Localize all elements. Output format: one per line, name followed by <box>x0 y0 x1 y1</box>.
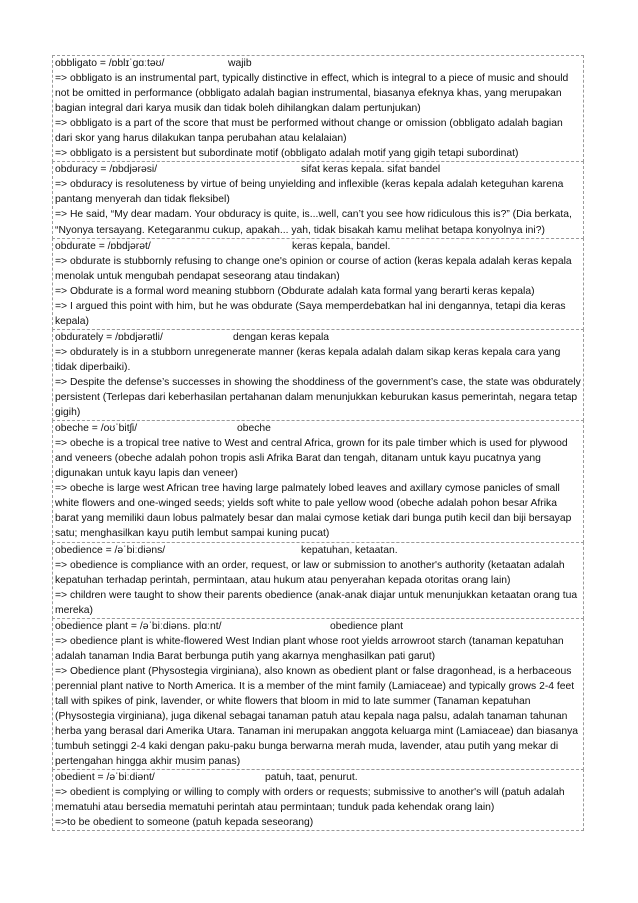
entry-term: obduracy = /ɒbdjərəsi/ <box>55 164 158 176</box>
entry-header <box>55 619 581 634</box>
entry-obedience-plant <box>52 618 584 770</box>
entry-line: => obedience is compliance with an order, request, or law or submission to another's authority (ketaatan adalah kepatuhan terhadap perintah, permintaan, atau hukum atau penyerahan kepada otoritas orang lain) <box>55 559 565 586</box>
entry-header <box>55 330 581 345</box>
entry-line: => obbligato is a persistent but subordinate motif (obbligato adalah motif yang gigih tetapi subordinat) <box>55 148 519 160</box>
entry-obedience <box>52 542 584 619</box>
entry-line: => obduracy is resoluteness by virtue of being unyielding and inflexible (keras kepala adalah keteguhan karena pantang menyerah dan tidak fleksibel) <box>55 179 564 206</box>
entry-line: => obdurately is in a stubborn unregenerate manner (keras kepala adalah dalam sikap keras kepala cara yang tidak diperbaiki). <box>55 346 561 373</box>
entry-line: => obbligato is a part of the score that must be performed without change or omission (obbligato adalah bagian dari skor yang harus dilakukan tanpa perubahan atau kelalaian) <box>55 118 563 145</box>
entry-header <box>55 239 581 254</box>
entry-term: obdurately = /ɒbdjərətli/ <box>55 331 163 343</box>
entry-line: => Obdurate is a formal word meaning stubborn (Obdurate adalah kata formal yang berarti keras kepala) <box>55 285 535 297</box>
entry-term: obedient = /əˈbiːdiənt/ <box>55 772 155 784</box>
entry-term: obdurate = /ɒbdjərət/ <box>55 240 151 252</box>
entry-term: obedience = /əˈbiːdiəns/ <box>55 544 166 556</box>
entry-line: => children were taught to show their parents obedience (anak-anak diajar untuk menunjukkan ketaatan orang tua mereka) <box>55 589 578 616</box>
entry-translation: sifat keras kepala. sifat bandel <box>301 164 441 176</box>
entry-line: => obbligato is an instrumental part, typically distinctive in effect, which is integral to a piece of music and should not be omitted in performance (obbligato adalah bagian instrumental, biasanya efeknya khas, yang merupakan bagian integral dari karya musik dan tidak boleh dihilangkan dalam pertunjukan) <box>55 73 569 115</box>
document-page <box>52 56 584 831</box>
entry-obduracy <box>52 161 584 238</box>
entry-header <box>55 770 581 785</box>
entry-translation: obedience plant <box>330 620 404 632</box>
entry-term: obeche = /oʊˈbitʃi/ <box>55 423 138 435</box>
entry-translation: keras kepala, bandel. <box>292 240 391 252</box>
entry-obedient <box>52 769 584 831</box>
entry-line: => He said, “My dear madam. Your obduracy is quite, is...well, can’t you see how ridiculous this is?” (Dia berkata, “Nyonya tersayang. Ketegaranmu cukup, apakah... yah, tidak bisakah kamu melihat betapa konyolnya ini?) <box>55 209 572 236</box>
entry-header <box>55 56 581 71</box>
entry-term: obbligato = /ɒblɪˈɡɑːtəʊ/ <box>55 58 165 69</box>
entry-line: => Obedience plant (Physostegia virginiana), also known as obedient plant or false dragonhead, is a herbaceous perennial plant native to North America. It is a member of the mint family (Lamiaceae) and typically grows 2-4 feet tall with spikes of pink, lavender, or white flowers that bloom in mid to late summer (Tanaman kepatuhan (Physostegia virginiana), juga dikenal sebagai tanaman patuh atau kepala naga palsu, adalah tanaman tahunan herba yang berasal dari Amerika Utara. Tanaman ini merupakan anggota keluarga mint (Lamiaceae) dan biasanya tumbuh setinggi 2-4 kaki dengan paku-paku bunga berwarna merah muda, lavender, atau putih yang mekar di pertengahan hingga akhir musim panas) <box>55 665 579 768</box>
entry-line: => obdurate is stubbornly refusing to change one's opinion or course of action (keras kepala adalah keras kepala menolak untuk mengubah pendapat seseorang atau tindakan) <box>55 255 572 282</box>
entry-translation: kepatuhan, ketaatan. <box>301 544 398 556</box>
entry-translation: obeche <box>237 423 271 435</box>
entry-obdurate <box>52 238 584 330</box>
entry-header <box>55 543 581 558</box>
entry-translation: wajib <box>228 58 252 69</box>
entry-header <box>55 421 581 436</box>
entry-line: =>to be obedient to someone (patuh kepada seseorang) <box>55 817 314 829</box>
entry-line: => Despite the defense’s successes in showing the shoddiness of the government’s case, the state was obdurately persistent (Terlepas dari keberhasilan pertahanan dalam menunjukkan keburukan kasus pemerintah, negara tetap gigih) <box>55 376 581 419</box>
entry-translation: dengan keras kepala <box>233 331 330 343</box>
entry-translation: patuh, taat, penurut. <box>265 772 358 784</box>
entry-term: obedience plant = /əˈbiːdiəns. plɑːnt/ <box>55 620 222 632</box>
entry-header <box>55 162 581 177</box>
entry-line: => I argued this point with him, but he was obdurate (Saya memperdebatkan hal ini dengannya, tetapi dia keras kepala) <box>55 300 566 327</box>
entry-line: => obeche is a tropical tree native to West and central Africa, grown for its pale timber which is used for plywood and veneers (obeche adalah pohon tropis asli Afrika Barat dan tengah, ditanam untuk kayu pucatnya yang digunakan untuk kayu lapis dan veneer) <box>55 438 568 480</box>
entry-obdurately <box>52 329 584 421</box>
entry-obbligato <box>52 55 584 162</box>
entry-line: => obeche is large west African tree having large palmately lobed leaves and axillary cymose panicles of small white flowers and one-winged seeds; yields soft white to pale yellow wood (obeche adalah pohon besar Afrika barat yang memiliki daun lobus palmately besar dan malai cymose ketiak dari bunga putih kecil dan biji bersayap satu; menghasilkan kayu putih lembut sampai kuning pucat) <box>55 483 572 540</box>
entry-line: => obedient is complying or willing to comply with orders or requests; submissive to another's will (patuh adalah mematuhi atau bersedia mematuhi perintah atau permintaan; tunduk pada kehendak orang lain) <box>55 787 565 814</box>
entry-obeche <box>52 420 584 542</box>
entry-line: => obedience plant is white-flowered West Indian plant whose root yields arrowroot starch (tanaman kepatuhan adalah tanaman India Barat berbunga putih yang akarnya menghasilkan pati garut) <box>55 635 564 662</box>
